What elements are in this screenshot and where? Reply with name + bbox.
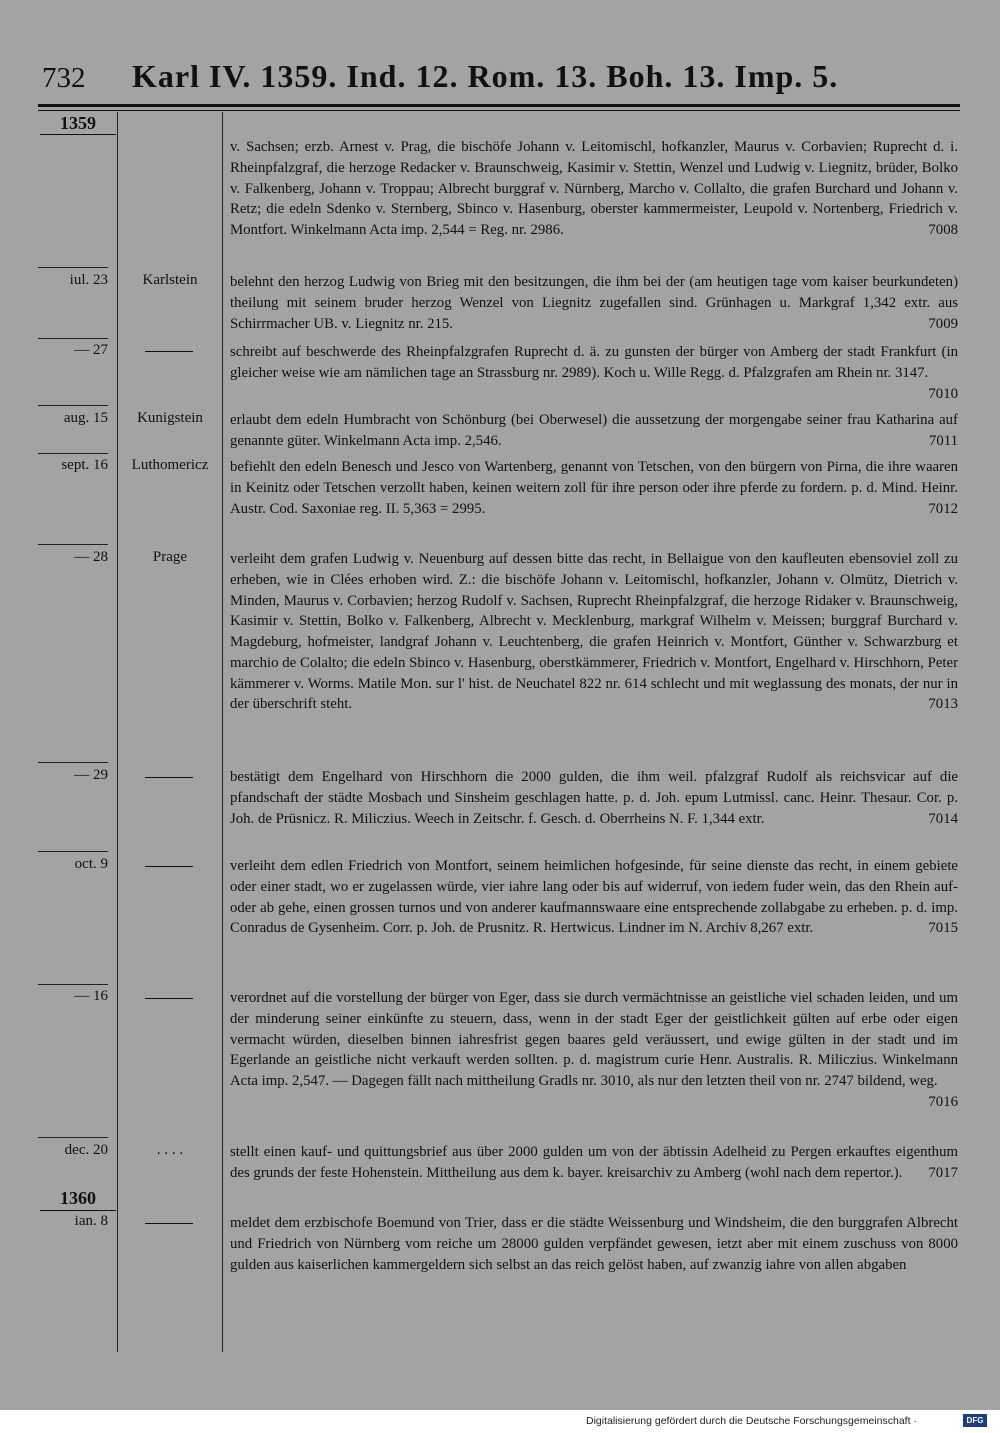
entry-text xyxy=(230,410,958,452)
digitization-credit: Digitalisierung gefördert durch die Deutsche Forschungsgemeinschaft · xyxy=(586,1415,917,1427)
entry-separator xyxy=(38,453,108,454)
year-label-1359: 1359 xyxy=(60,113,96,133)
entry-date: aug. 15 xyxy=(63,410,108,426)
header-rule-thick xyxy=(38,104,960,107)
entry-place: Prage xyxy=(152,549,188,565)
entry-date: — 16 xyxy=(74,988,108,1004)
entry-text xyxy=(230,272,958,334)
same-place-dash xyxy=(145,1223,193,1224)
entry-body: belehnt den herzog Ludwig von Brieg mit den besitzungen, die ihm bei der (am heutigen tage vom kaiser beurkundeten) theilung mit seinem bruder herzog Wenzel von Liegnitz zugefallen sind. Grünhagen u. Markgraf 1,342 extr. aus Schirrmacher UB. v. Liegnitz nr. 215. xyxy=(230,274,958,332)
entry-body: stellt einen kauf- und quittungsbrief aus über 2000 gulden um von der äbtissin Adelheid zu Pergen erkauftes eigenthum des grunds der feste Hohenstein. Mittheilung aus dem k. bayer. kreisarchiv zu Amberg (wohl nach dem repertor.). xyxy=(230,1144,958,1181)
entry-text xyxy=(230,549,958,715)
entry-body: verleiht dem edlen Friedrich von Montfort, seinem heimlichen hofgesinde, für seine dienste das recht, in einem gebiete oder einer stadt, wo er zugelassen würde, vier iahre lang oder bis auf widerruf, von iedem fuder wein, das den Rhein auf- oder ab gehe, einen grossen turnos und von anderer kaufmannswaare eine entsprechende zollabgabe zu erheben. p. d. imp. Conradus de Gysenheim. Corr. p. Joh. de Prusnitz. R. Hertwicus. Lindner im N. Archiv 8,267 extr. xyxy=(230,858,958,937)
entry-body: befiehlt den edeln Benesch und Jesco von Wartenberg, genannt von Tetschen, von den bürgern von Pirna, die ihre waaren in Keinitz oder Tetschen verzollt haben, keinen weitern zoll für ihre person oder ihre pferde zu fordern. p. d. Mind. Heinr. Austr. Cod. Saxoniae reg. II. 5,363 = 2995. xyxy=(230,459,958,517)
regest-number: 7016 xyxy=(928,1093,958,1110)
entry-text xyxy=(230,457,958,519)
entry-body: erlaubt dem edeln Humbracht von Schönburg (bei Oberwesel) die aussetzung der morgengabe seiner frau Katharina auf genannte güter. Winkelmann Acta imp. 2,546. xyxy=(230,412,958,449)
entry-separator xyxy=(38,984,108,985)
entry-place: Karlstein xyxy=(142,272,198,288)
entry-separator xyxy=(38,338,108,339)
entry-separator xyxy=(38,544,108,545)
year-label-1360: 1360 xyxy=(60,1188,96,1208)
regest-number: 7010 xyxy=(928,385,958,402)
entry-date: — 28 xyxy=(74,549,108,565)
entry-text xyxy=(230,342,958,404)
regest-number: 7013 xyxy=(928,696,958,713)
page-header xyxy=(38,58,958,102)
column-divider-place xyxy=(222,112,223,1352)
regest-number: 7011 xyxy=(928,432,958,449)
entry-place: Kunigstein xyxy=(137,410,203,426)
regest-number: 7008 xyxy=(928,222,958,238)
same-place-dash xyxy=(145,998,193,999)
entry-text xyxy=(230,856,958,939)
entry-date: — 27 xyxy=(74,342,108,358)
entry-date: iul. 23 xyxy=(69,272,108,288)
entry-place: . . . . xyxy=(156,1142,184,1158)
entry-separator xyxy=(38,851,108,852)
same-place-dash xyxy=(145,777,193,778)
regest-number: 7012 xyxy=(928,500,958,517)
entry-text xyxy=(230,1142,958,1184)
header-rule-thin xyxy=(38,110,960,111)
continuation-body: v. Sachsen; erzb. Arnest v. Prag, die bischöfe Johann v. Leitomischl, hofkanzler, Maurus v. Corbavien; Ruprecht d. i. Rheinpfalzgraf, die herzoge Redacker v. Braunschweig, Kasimir v. Stettin, Wenzel und Ludwig v. Liegnitz, brüder, Bolko v. Falkenberg, Johann v. Troppau; Albrecht burggraf v. Nürnberg, Marcho v. Collalto, die grafen Burchard und Johann v. Retz; die edeln Sdenko v. Sternberg, Sbinco v. Hasenburg, oberster kammermeister, Leupold v. Nortenberg, Friedrich v. Montfort. Winkelmann Acta imp. 2,544 = Reg. nr. 2986. xyxy=(230,139,958,238)
regest-number: 7009 xyxy=(928,315,958,332)
entry-separator xyxy=(38,267,108,268)
entry-separator xyxy=(38,405,108,406)
entry-text xyxy=(230,767,958,829)
entry-body: schreibt auf beschwerde des Rheinpfalzgrafen Ruprecht d. ä. zu gunsten der bürger von Amberg der stadt Frankfurt (in gleicher weise wie am nämlichen tage an Strassburg nr. 2989). Koch u. Wille Regg. d. Pfalzgrafen am Rhein nr. 3147. xyxy=(230,344,958,381)
entry-body: bestätigt dem Engelhard von Hirschhorn die 2000 gulden, die ihm weil. pfalzgraf Rudolf als reichsvicar auf die pfandschaft der städte Mosbach und Sinsheim geschlagen hatte. p. d. Joh. epum Lutmissl. canc. Heinr. Thesaur. Cor. p. Joh. de Prüsnicz. R. Miliczius. Weech in Zeitschr. f. Gesch. d. Oberrheins N. F. 1,344 extr. xyxy=(230,769,958,827)
entry-date: — 29 xyxy=(74,767,108,783)
year-rule xyxy=(40,1210,116,1211)
same-place-dash xyxy=(145,866,193,867)
entry-date: sept. 16 xyxy=(61,457,108,473)
continuation-text xyxy=(230,137,958,241)
regest-number: 7017 xyxy=(928,1164,958,1181)
entry-date: oct. 9 xyxy=(74,856,108,872)
entry-date: dec. 20 xyxy=(64,1142,108,1158)
regest-number: 7014 xyxy=(928,810,958,827)
entry-text xyxy=(230,988,958,1113)
entry-place: Luthomericz xyxy=(131,457,209,473)
column-divider-date xyxy=(117,112,118,1352)
entry-body: verordnet auf die vorstellung der bürger von Eger, dass sie durch vermächtnisse an geistliche viel schaden leiden, und um der minderung seiner einkünfte zu steuern, dass, wenn in der stadt Eger der geistlichkeit gülten auf erbe oder eigen vermacht würden, dieselben binnen iahresfrist gegen baares geld veräussert, und ewige gülten in der stadt und im Egerlande an geistliche nicht verkauft werden sollten. p. d. magistrum curie Henr. Australis. R. Miliczius. Winkelmann Acta imp. 2,547. — Dagegen fällt nach mittheilung Gradls nr. 3010, als nur den letzten theil von nr. 2747 bildend, weg. xyxy=(230,990,958,1089)
page-number: 732 xyxy=(42,62,86,94)
entry-body: meldet dem erzbischofe Boemund von Trier, dass er die städte Weissenburg und Windsheim, die den burggrafen Albrecht und Friedrich von Nürnberg vom reiche um 28000 gulden verpfändet gewesen, ietzt aber mit einem zuschuss von 8000 gulden aus kaiserlichen kammergeldern sich selbst an das reich gelöst haben, auf zwanzig iahre von allen abgaben xyxy=(230,1215,958,1273)
entry-text xyxy=(230,1213,958,1275)
entry-separator xyxy=(38,1137,108,1138)
entry-body: verleiht dem grafen Ludwig v. Neuenburg auf dessen bitte das recht, in Bellaigue von den kaufleuten ebensoviel zoll zu erheben, wie in Clées erhoben wird. Z.: die bischöfe Johann v. Leitomischl, hofkanzler, Johann v. Olmütz, Dietrich v. Minden, Maurus v. Corbavien; herzog Rudolf v. Sachsen, Ruprecht Rheinpfalzgraf, die herzoge Ridaker v. Braunschweig, Kasimir v. Stettin, Bolko v. Falkenberg, Albrecht v. Mecklenburg, markgraf Wilhelm v. Meissen; burggraf Burchard v. Magdeburg, hofmeister, landgraf Johann v. Leuchtenberg, die grafen Heinrich v. Montfort, Günther v. Schwarzburg et marchio de Colalto; die edeln Sbinco v. Hasenburg, oberstkämmerer, Friedrich v. Montfort, Engelhard v. Hirschhorn, Peter kämmerer v. Worms. Matile Mon. sur l' hist. de Neuchatel 822 nr. 614 schlecht und mit weglassung des monats, der nur in der überschrift steht. xyxy=(230,551,958,713)
regest-number: 7015 xyxy=(928,920,958,937)
entry-separator xyxy=(38,762,108,763)
running-title: Karl IV. 1359. Ind. 12. Rom. 13. Boh. 13. Imp. 5. xyxy=(132,58,839,94)
entry-date: ian. 8 xyxy=(74,1213,108,1229)
year-rule xyxy=(40,134,116,135)
same-place-dash xyxy=(145,351,193,352)
dfg-logo: DFG xyxy=(963,1414,987,1427)
